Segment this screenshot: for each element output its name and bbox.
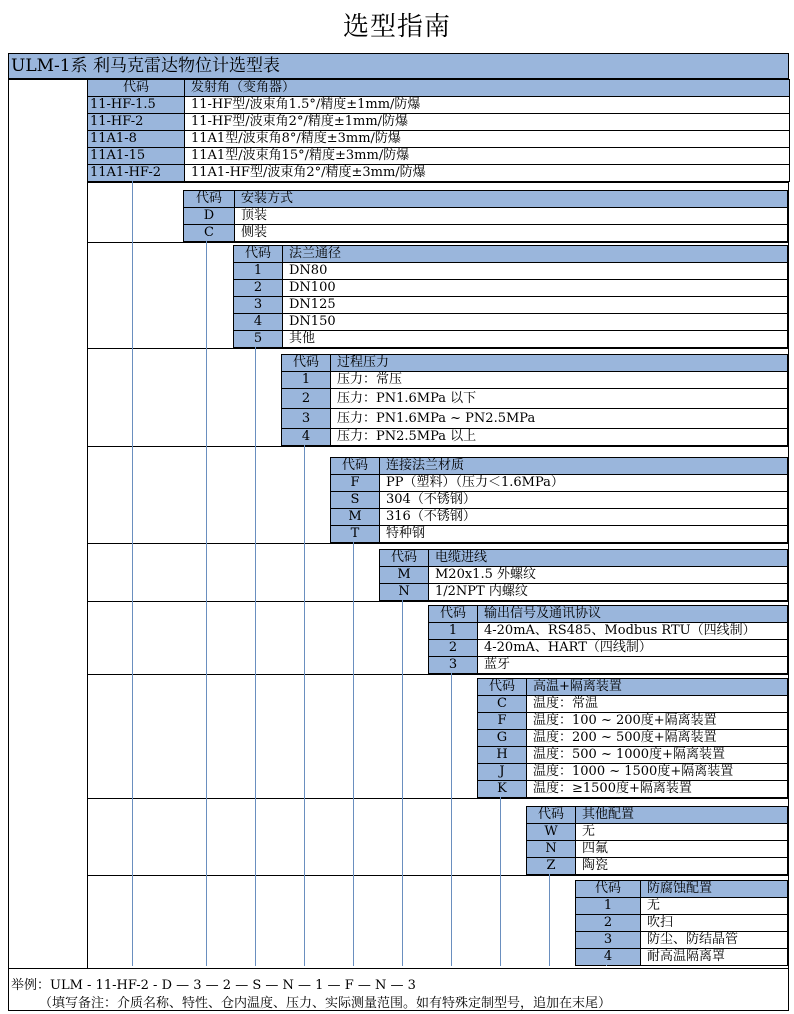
- section-divider: [87, 543, 788, 544]
- option-code: 2: [428, 639, 478, 657]
- code-header: 代码: [428, 605, 478, 623]
- option-code: 4: [575, 948, 641, 966]
- section-divider: [87, 875, 788, 876]
- section-header-row: [575, 880, 788, 898]
- code-header: 代码: [379, 549, 429, 567]
- option-row: [330, 525, 788, 543]
- connector-line: [353, 542, 354, 966]
- option-row: [233, 330, 788, 348]
- option-row: [477, 763, 788, 781]
- option-code: N: [526, 840, 576, 858]
- option-row: [379, 583, 788, 601]
- selection-table: [8, 53, 789, 1011]
- option-row: [575, 897, 788, 915]
- section-header-row: [233, 245, 788, 263]
- section-divider: [87, 182, 788, 183]
- option-desc: 特种钢: [379, 525, 788, 543]
- option-code: 1: [428, 622, 478, 640]
- option-desc: 陶瓷: [575, 857, 788, 875]
- option-desc: 11-HF型/波束角2°/精度±1mm/防爆: [184, 113, 790, 131]
- option-desc: 温度：500 ~ 1000度+隔离装置: [526, 746, 788, 764]
- option-row: [233, 279, 788, 297]
- option-row: [233, 296, 788, 314]
- section-title: 发射角（变角器）: [184, 79, 790, 97]
- option-row: [183, 224, 788, 242]
- option-desc: 压力：常压: [330, 371, 788, 389]
- section-header-row: [330, 457, 788, 475]
- option-desc: 压力：PN2.5MPa 以上: [330, 428, 788, 446]
- option-code: M: [379, 566, 429, 584]
- code-header: 代码: [233, 245, 283, 263]
- section-divider: [87, 798, 788, 799]
- column-divider: [9, 79, 87, 80]
- section-title: 输出信号及通讯协议: [477, 605, 788, 623]
- option-desc: 11-HF型/波束角1.5°/精度±1mm/防爆: [184, 96, 790, 114]
- code-header: 代码: [477, 678, 527, 696]
- option-row: [575, 948, 788, 966]
- option-row: [477, 729, 788, 747]
- option-code: 3: [233, 296, 283, 314]
- option-code: M: [330, 508, 380, 526]
- option-code: T: [330, 525, 380, 543]
- section-title: 安装方式: [234, 190, 788, 208]
- section-divider: [87, 348, 788, 349]
- option-code: Z: [526, 857, 576, 875]
- option-row: [87, 130, 790, 148]
- connector-line: [304, 445, 305, 966]
- option-desc: 316（不锈钢）: [379, 508, 788, 526]
- column-border: [87, 79, 88, 969]
- note-line: （填写备注：介质名称、特性、仓内温度、压力、实际测量范围。如有特殊定制型号，追加在末尾）: [39, 996, 612, 1011]
- option-code: J: [477, 763, 527, 781]
- section-title: 其他配置: [575, 806, 788, 824]
- option-code: 1: [281, 371, 331, 389]
- option-code: W: [526, 823, 576, 841]
- section-header-row: [526, 806, 788, 824]
- option-desc: 吹扫: [640, 914, 788, 932]
- option-desc: 温度：≥1500度+隔离装置: [526, 780, 788, 798]
- option-desc: 耐高温隔离罩: [640, 948, 788, 966]
- table-title: ULM-1系 利马克雷达物位计选型表: [9, 54, 788, 79]
- option-desc: 11A1-HF型/波束角2°/精度±3mm/防爆: [184, 164, 790, 182]
- section-header-row: [87, 79, 790, 97]
- code-header: 代码: [281, 354, 331, 372]
- section-divider: [87, 242, 788, 243]
- section-title: 电缆进线: [428, 549, 788, 567]
- section-header-row: [183, 190, 788, 208]
- option-code: D: [183, 207, 235, 225]
- option-row: [330, 474, 788, 492]
- option-row: [428, 622, 788, 640]
- section-title: 高温+隔离装置: [526, 678, 788, 696]
- option-desc: 压力：PN1.6MPa ~ PN2.5MPa: [330, 408, 788, 429]
- code-header: 代码: [183, 190, 235, 208]
- option-row: [233, 262, 788, 280]
- section-divider: [87, 601, 788, 602]
- option-desc: 防尘、防结晶管: [640, 931, 788, 949]
- option-desc: 304（不锈钢）: [379, 491, 788, 509]
- section-header-row: [477, 678, 788, 696]
- option-desc: 无: [575, 823, 788, 841]
- option-desc: 顶装: [234, 207, 788, 225]
- option-row: [281, 388, 788, 409]
- option-row: [330, 508, 788, 526]
- option-code: 2: [281, 388, 331, 409]
- option-desc: 4-20mA、RS485、Modbus RTU（四线制）: [477, 622, 788, 640]
- option-desc: DN100: [282, 279, 788, 297]
- option-row: [233, 313, 788, 331]
- option-code: C: [183, 224, 235, 242]
- option-desc: 其他: [282, 330, 788, 348]
- option-desc: DN150: [282, 313, 788, 331]
- option-code: S: [330, 491, 380, 509]
- option-code: 11-HF-1.5: [87, 96, 185, 114]
- option-code: F: [330, 474, 380, 492]
- connector-line: [451, 673, 452, 966]
- option-desc: 蓝牙: [477, 656, 788, 674]
- option-row: [281, 428, 788, 446]
- option-code: 2: [575, 914, 641, 932]
- option-row: [477, 712, 788, 730]
- option-desc: 4-20mA、HART（四线制）: [477, 639, 788, 657]
- option-desc: DN80: [282, 262, 788, 280]
- option-row: [281, 371, 788, 389]
- option-desc: 1/2NPT 内螺纹: [428, 583, 788, 601]
- connector-line: [206, 241, 207, 966]
- option-code: K: [477, 780, 527, 798]
- option-code: N: [379, 583, 429, 601]
- connector-line: [402, 600, 403, 966]
- option-code: 1: [233, 262, 283, 280]
- option-desc: 无: [640, 897, 788, 915]
- option-row: [87, 164, 790, 182]
- option-code: 4: [233, 313, 283, 331]
- option-code: 11A1-8: [87, 130, 185, 148]
- option-code: 2: [233, 279, 283, 297]
- option-desc: 温度：200 ~ 500度+隔离装置: [526, 729, 788, 747]
- example-line: 举例：ULM - 11-HF-2 - D — 3 — 2 — S — N — 1 — F — N — 3: [11, 978, 416, 993]
- option-row: [428, 656, 788, 674]
- option-desc: 四氟: [575, 840, 788, 858]
- option-desc: M20x1.5 外螺纹: [428, 566, 788, 584]
- connector-line: [132, 181, 133, 966]
- connector-line: [606, 965, 607, 966]
- option-desc: 11A1型/波束角8°/精度±3mm/防爆: [184, 130, 790, 148]
- section-divider: [87, 446, 788, 447]
- option-row: [575, 914, 788, 932]
- code-header: 代码: [87, 79, 185, 97]
- option-desc: DN125: [282, 296, 788, 314]
- page-title: 选型指南: [342, 12, 451, 42]
- option-row: [428, 639, 788, 657]
- option-code: H: [477, 746, 527, 764]
- option-row: [477, 695, 788, 713]
- option-row: [477, 780, 788, 798]
- section-header-row: [379, 549, 788, 567]
- option-desc: PP（塑料）（压力＜1.6MPa）: [379, 474, 788, 492]
- option-code: F: [477, 712, 527, 730]
- option-code: 3: [428, 656, 478, 674]
- section-title: 法兰通径: [282, 245, 788, 263]
- option-desc: 温度：常温: [526, 695, 788, 713]
- option-row: [183, 207, 788, 225]
- option-code: 3: [575, 931, 641, 949]
- option-row: [379, 566, 788, 584]
- section-title: 过程压力: [330, 354, 788, 372]
- code-header: 代码: [330, 457, 380, 475]
- option-code: C: [477, 695, 527, 713]
- section-title: 连接法兰材质: [379, 457, 788, 475]
- section-header-row: [281, 354, 788, 372]
- footer-divider: [9, 968, 788, 969]
- code-header: 代码: [526, 806, 576, 824]
- option-row: [526, 823, 788, 841]
- option-row: [281, 408, 788, 429]
- option-row: [526, 840, 788, 858]
- option-desc: 侧装: [234, 224, 788, 242]
- option-code: 4: [281, 428, 331, 446]
- option-row: [87, 96, 790, 114]
- option-row: [330, 491, 788, 509]
- option-code: 1: [575, 897, 641, 915]
- code-header: 代码: [575, 880, 641, 898]
- option-row: [575, 931, 788, 949]
- option-desc: 温度：100 ~ 200度+隔离装置: [526, 712, 788, 730]
- option-desc: 11A1型/波束角15°/精度±3mm/防爆: [184, 147, 790, 165]
- option-code: 11A1-HF-2: [87, 164, 185, 182]
- section-divider: [87, 674, 788, 675]
- section-header-row: [428, 605, 788, 623]
- option-desc: 温度：1000 ~ 1500度+隔离装置: [526, 763, 788, 781]
- option-row: [87, 147, 790, 165]
- option-code: 11A1-15: [87, 147, 185, 165]
- connector-line: [500, 797, 501, 966]
- option-code: 5: [233, 330, 283, 348]
- option-row: [526, 857, 788, 875]
- option-desc: 压力：PN1.6MPa 以下: [330, 388, 788, 409]
- option-row: [87, 113, 790, 131]
- connector-line: [549, 874, 550, 966]
- option-code: G: [477, 729, 527, 747]
- option-code: 11-HF-2: [87, 113, 185, 131]
- option-row: [477, 746, 788, 764]
- option-code: 3: [281, 408, 331, 429]
- section-title: 防腐蚀配置: [640, 880, 788, 898]
- connector-line: [255, 347, 256, 966]
